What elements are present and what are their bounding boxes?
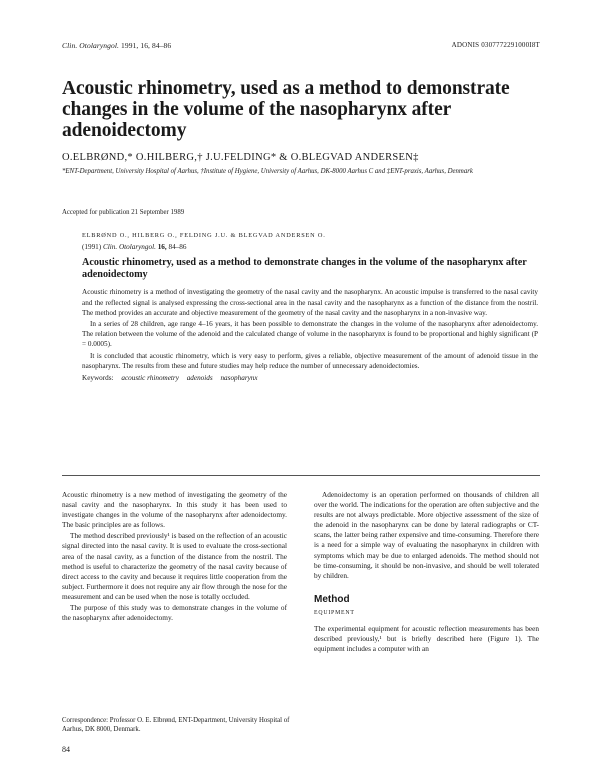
body-paragraph: The experimental equipment for acoustic reflection measurements has been described previously,¹ but is briefly described here (Figure 1). The equipment includes a computer with an	[314, 624, 539, 654]
journal-volume: 1991, 16, 84–86	[121, 41, 172, 50]
affiliations: *ENT-Department, University Hospital of Aarhus, †Institute of Hygiene, University of Aarhus, DK-8000 Aarhus C and ‡ENT-praxis, Aarhus, Denmark	[62, 168, 473, 175]
section-heading: Method	[314, 593, 350, 605]
abstract-citation-authors: ELBRØND O., HILBERG O., FELDING J.U. & BLEGVAD ANDERSEN O.	[82, 232, 326, 239]
running-header-citation	[62, 41, 171, 50]
citation-volume: 16,	[157, 243, 167, 252]
page-number: 84	[62, 745, 70, 754]
keyword: acoustic rhinometry	[121, 374, 179, 383]
abstract-title: Acoustic rhinometry, used as a method to demonstrate changes in the volume of the nasopharynx after adenoidectomy	[82, 257, 527, 281]
article-title: Acoustic rhinometry, used as a method to demonstrate changes in the volume of the nasopharynx after adenoidectomy	[62, 78, 510, 141]
section-divider	[62, 475, 540, 476]
abstract-paragraph: In a series of 28 children, age range 4–16 years, it has been possible to demonstrate the changes in the volume of the nasopharynx after adenoidectomy. The relation between the volume of the adenoid and the calculated change of volume in the nasopharynx is found to be proportional and highly significant (P = 0.0005).	[82, 320, 538, 349]
author-list: O.ELBRØND,* O.HILBERG,† J.U.FELDING* & O.BLEGVAD ANDERSEN‡	[62, 152, 419, 163]
adonis-code: ADONIS 0307772291000I8T	[451, 41, 540, 49]
body-paragraph: The purpose of this study was to demonstrate changes in the volume of the nasopharynx after adenoidectomy.	[62, 603, 287, 623]
journal-name: Clin. Otolaryngol.	[62, 41, 120, 50]
abstract-paragraph: Acoustic rhinometry is a method of investigating the geometry of the nasal cavity and the nasopharynx. An acoustic impulse is transferred to the nasal cavity and the reflected signal is analysed expressing the cross-sectional area in the nasal cavity and the nasopharynx as a function of the distance from the nostril. The method provides an accurate and objective measurement of the geometry of the nasal cavity and the nasopharynx in a non-invasive way.	[82, 288, 538, 317]
body-paragraph: Acoustic rhinometry is a new method of investigating the geometry of the nasal cavity and the nasopharynx. In this study it has been used to investigate changes in the volume of the nasopharynx after adenoidectomy. The basic principles are as follows.	[62, 490, 287, 530]
correspondence-note: Correspondence: Professor O. E. Elbrønd, ENT-Department, University Hospital of Aarhus, DK 8000, Denmark.	[62, 717, 290, 733]
accepted-date: Accepted for publication 21 September 1989	[62, 209, 185, 216]
citation-pages: 84–86	[168, 243, 187, 252]
body-right-column	[314, 490, 539, 655]
body-paragraph: The method described previously¹ is based on the reflection of an acoustic signal directed into the nasal cavity. It is used to evaluate the cross-sectional area of the nasal cavity, as a function of the distance from the nostril. The method is useful to characterize the geometry of the nasal cavity because of direct access to the cavity and because it requires little cooperation from the subject. Furthermore it does not require any air flow through the nose for the measurement and can be used when the nose is totally occluded.	[62, 531, 287, 601]
subsection-heading: EQUIPMENT	[314, 609, 355, 616]
keywords-label: Keywords:	[82, 374, 114, 383]
abstract-block	[82, 231, 538, 383]
keywords	[82, 373, 538, 383]
abstract-paragraph: It is concluded that acoustic rhinometry, which is very easy to perform, gives a reliable, objective measurement of the amount of adenoid tissue in the nasopharynx. The results from these and future studies may help reduce the number of unnecessary adenoidectomies.	[82, 351, 538, 370]
citation-journal: Clin. Otolaryngol.	[102, 243, 156, 252]
keyword: nasopharynx	[220, 374, 258, 383]
body-left-column	[62, 490, 287, 624]
body-paragraph: Adenoidectomy is an operation performed on thousands of children all over the world. The indications for the operation are often subjective and the results are not always predictable. More objective assessment of the size of the adenoid in the nasopharynx can be done by lateral radiographs or CT-scans, the latter being rather expensive and time-consuming. Therefore there is a need for a simple way of evaluating the nasopharynx in children with symptoms which may be due to enlarged adenoids. The method should not be time-consuming, it should be non-invasive, and should be well tolerated by children.	[314, 490, 539, 580]
keyword: adenoids	[186, 374, 213, 383]
citation-year: (1991)	[82, 243, 102, 252]
abstract-citation-source	[82, 242, 538, 252]
